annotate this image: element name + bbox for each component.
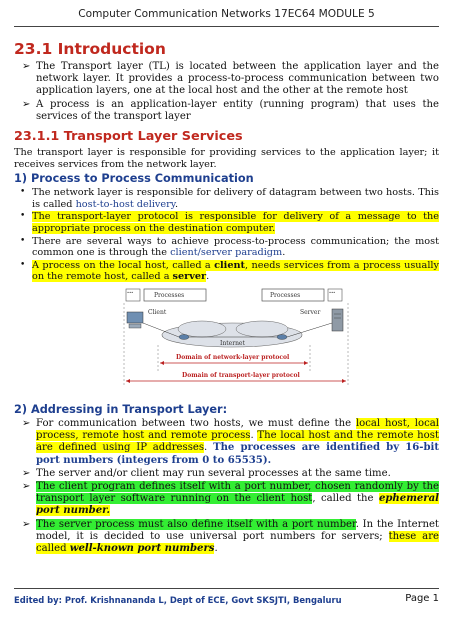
diagram-graphic [122,287,422,399]
p2p-bullet [14,211,439,234]
server-term: server [172,271,207,283]
p2p-bullet-end: . [206,271,210,283]
arrow-bullet-icon: ➢ [22,467,31,479]
addressing-text: The server and/or client may run several processes at the same time. [36,467,391,479]
ephemeral-port-term: ephemeral port number. [36,493,439,517]
arrow-bullet-icon: ➢ [22,98,31,110]
processes-label-right: Processes [270,291,301,299]
p2p-bullet [14,260,439,283]
host-to-host-term: host-to-host delivery [75,198,175,210]
port-number-definition: The processes are identified by 16-bit port numbers (integers from 0 to 65535). [36,442,439,466]
p2p-bullet-text: The network layer is responsible for delivery of datagram between two hosts. This is called [32,187,439,210]
page-number: Page 1 [405,593,439,604]
p2p-bullet-text: There are several ways to achieve process-to-process communication; the most common one is through the [32,235,439,259]
well-known-port-term: well-known port numbers [69,542,215,554]
addressing-highlight: The server process must also define itself with a port number [36,518,356,530]
arrow-bullet-icon: ➢ [22,518,31,530]
intro-bullet-text: The Transport layer (TL) is located between the application layer and the network layer. It provides a process-to-process communication between two application layers, one at the local host and the other at the remote host [36,61,439,97]
intro-bullet-text: A process is an application-layer entity (running program) that uses the services of the transport layer [36,98,439,122]
dots-right: ... [329,287,336,295]
footer-credit: Edited by: Prof. Krishnananda L, Dept of ECE, Govt SKSJTI, Bengaluru [14,595,342,605]
header-rule [14,26,439,27]
dot-bullet-icon: • [20,235,26,246]
intro-bullet-list [14,61,439,123]
addressing-bullet [14,519,439,556]
p2p-bullet-end: . [282,247,286,259]
addressing-bullet [14,481,439,518]
dot-bullet-icon: • [20,187,26,198]
arrow-bullet-icon: ➢ [22,480,31,492]
addressing-text: . [204,442,214,454]
arrow-bullet-icon: ➢ [22,417,31,429]
point-title-addressing: 2) Addressing in Transport Layer: [14,402,228,416]
addressing-bullet [14,418,439,467]
addressing-text: . [250,430,258,442]
addressing-highlight: these are called [36,530,439,554]
client-label: Client [148,308,167,316]
arrow-bullet-icon: ➢ [22,61,31,72]
addressing-bullet [14,468,439,480]
intro-bullet [14,61,439,98]
footer-rule [14,588,439,589]
p2p-highlight-text: , needs services from a process usually on the remote host, called a [32,259,439,283]
transport-layer-caption: Domain of transport-layer protocol [182,371,300,379]
dot-bullet-icon: • [20,211,26,222]
intro-bullet [14,99,439,123]
network-layer-caption: Domain of network-layer protocol [176,353,290,361]
dot-bullet-icon: • [20,259,26,270]
addressing-highlight: local host, local process, remote host and remote process [36,417,439,442]
addressing-text: , called the [312,493,379,505]
page-header: Computer Communication Networks 17EC64 MODULE 5 [78,8,375,20]
services-paragraph: The transport layer is responsible for providing services to the application layer; it receives services from the network layer. [14,147,439,170]
section-title-introduction: 23.1 Introduction [14,40,166,58]
addressing-text: . [214,542,218,554]
addressing-highlight: The client program defines itself with a port number, chosen randomly by the transport layer software running on the client host [36,480,439,505]
point-title-process-to-process: 1) Process to Process Communication [14,172,254,186]
addressing-text: For communication between two hosts, we must define the [36,417,356,429]
client-server-term: client/server paradigm [170,247,283,259]
p2p-bullet-list [14,187,439,283]
server-label: Server [300,308,321,316]
processes-label-left: Processes [154,291,185,299]
p2p-bullet [14,187,439,210]
p2p-bullet-end: . [174,198,179,210]
addressing-highlight: The local host and the remote host are defined using IP addresses [36,430,439,454]
client-server-diagram [122,287,422,399]
client-term: client [214,259,246,271]
p2p-highlight-text: A process on the local host, called a [32,259,215,271]
internet-label: Internet [220,339,245,347]
addressing-bullet-list [14,418,439,555]
p2p-bullet [14,236,439,259]
subsection-title-services: 23.1.1 Transport Layer Services [14,129,243,145]
p2p-highlight-text: The transport-layer protocol is responsible for delivery of a message to the appropriate process on the destination computer. [32,211,439,234]
addressing-text: . In the Internet model, it is decided to use universal port numbers for servers; [36,518,439,542]
page-content [14,40,439,556]
dots-left: ... [127,287,134,295]
